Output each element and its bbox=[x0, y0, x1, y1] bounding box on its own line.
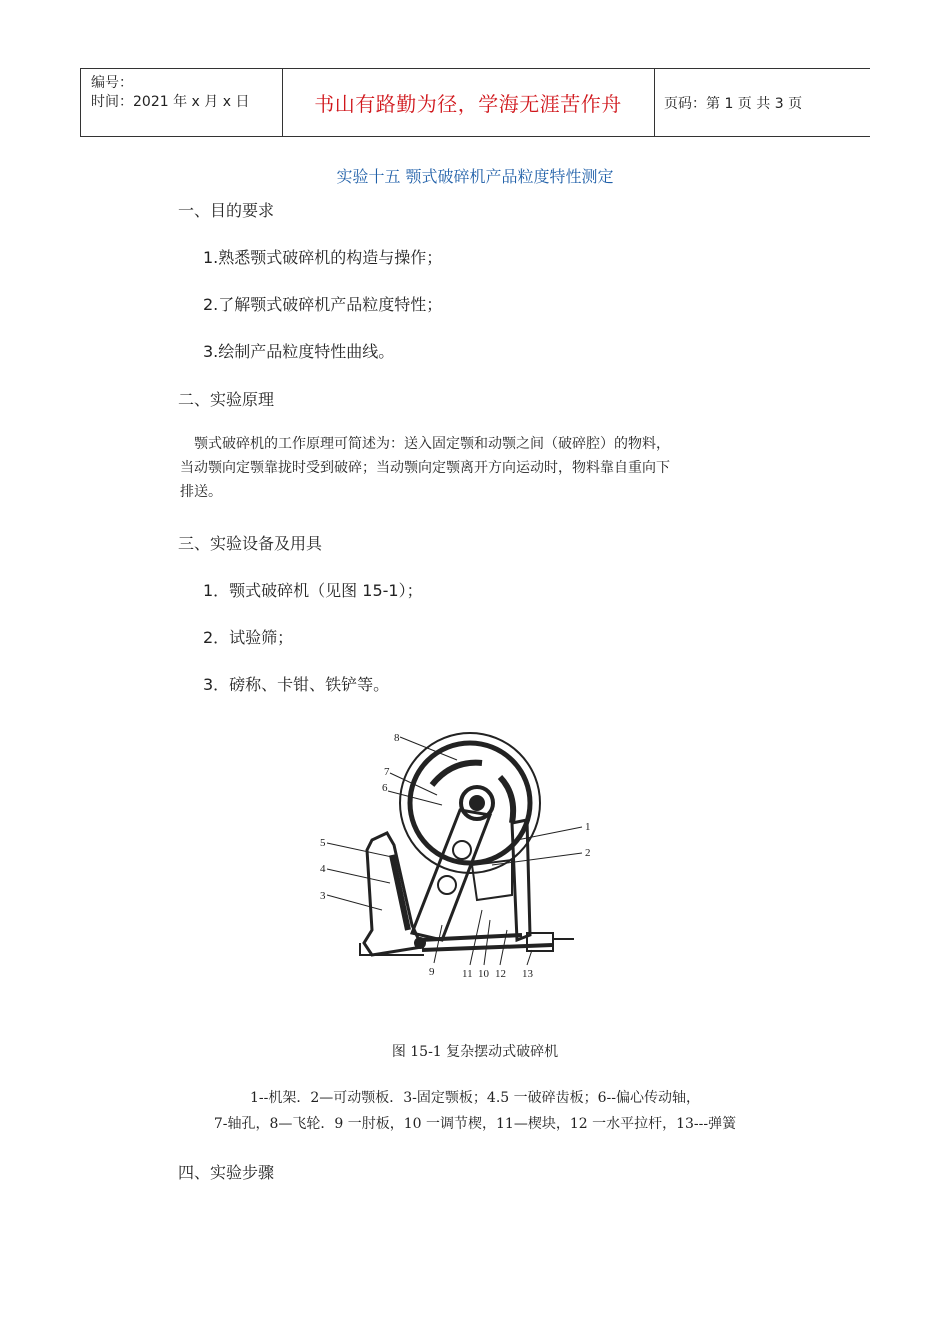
figure-label: 4 bbox=[320, 863, 326, 875]
flywheel-spoke bbox=[500, 777, 513, 823]
figure-label: 2 bbox=[585, 847, 591, 859]
leader-line bbox=[327, 895, 382, 910]
figure-label: 12 bbox=[495, 968, 506, 980]
section-heading-2: 二、实验原理 bbox=[178, 390, 275, 409]
frame-box bbox=[472, 860, 512, 900]
header-page-cell bbox=[655, 69, 870, 136]
section-heading-4: 四、实验步骤 bbox=[178, 1163, 275, 1182]
jaw-crusher-diagram bbox=[312, 715, 634, 993]
jaw-crusher-figure bbox=[312, 715, 634, 993]
document-title: 实验十五 颚式破碎机产品粒度特性测定 bbox=[336, 167, 614, 186]
figure-label: 5 bbox=[320, 837, 326, 849]
figure-caption: 图 15-1 复杂摆动式破碎机 bbox=[391, 1044, 559, 1060]
section-heading-1: 一、目的要求 bbox=[178, 201, 275, 220]
figure-label: 13 bbox=[522, 968, 533, 980]
moving-jaw bbox=[412, 810, 490, 940]
leader-line bbox=[492, 853, 582, 865]
number-label: 编号： bbox=[91, 75, 133, 91]
jaw-hole bbox=[438, 876, 456, 894]
toggle-plate bbox=[420, 935, 522, 940]
leader-line bbox=[527, 950, 532, 965]
list-item: 1．颚式破碎机（见图 15-1）； bbox=[203, 581, 423, 600]
list-item: 2.了解颚式破碎机产品粒度特性； bbox=[203, 295, 443, 314]
leader-line bbox=[327, 843, 392, 857]
list-item: 3.绘制产品粒度特性曲线。 bbox=[203, 342, 395, 361]
figure-legend-line: 7-轴孔，8—飞轮．9 一肘板，10 一调节楔，11—楔块，12 一水平拉杆，13---弹簧 bbox=[213, 1116, 737, 1132]
leader-line bbox=[484, 920, 490, 965]
header-meta-cell bbox=[80, 69, 283, 136]
figure-label: 7 bbox=[384, 766, 390, 778]
figure-label: 8 bbox=[394, 732, 400, 744]
paragraph-line: 当动颚向定颚靠拢时受到破碎；当动颚向定颚离开方向运动时，物料靠自重向下 bbox=[180, 460, 670, 476]
paragraph-line: 排送。 bbox=[180, 484, 222, 500]
figure-label: 10 bbox=[478, 968, 489, 980]
toggle-pin bbox=[415, 938, 425, 948]
leader-line bbox=[327, 869, 390, 883]
section-heading-3: 三、实验设备及用具 bbox=[178, 534, 323, 553]
list-item: 2．试验筛； bbox=[203, 628, 294, 647]
figure-label: 9 bbox=[429, 966, 435, 978]
flywheel-spoke bbox=[432, 763, 482, 785]
figure-label: 3 bbox=[320, 890, 326, 902]
figure-label: 1 bbox=[585, 821, 591, 833]
time-label: 时间：2021 年 x 月 x 日 bbox=[91, 94, 250, 110]
leader-line bbox=[434, 925, 442, 963]
frame-left bbox=[364, 833, 422, 955]
figure-legend-line: 1--机架．2—可动颚板．3-固定颚板；4.5 一破碎齿板；6--偏心传动轴， bbox=[250, 1090, 700, 1106]
principle-paragraph bbox=[180, 432, 780, 504]
list-item: 3．磅称、卡钳、铁铲等。 bbox=[203, 675, 390, 694]
header-motto-cell bbox=[282, 69, 655, 136]
header-table bbox=[80, 68, 870, 137]
motto: 书山有路勤为径，学海无涯苦作舟 bbox=[314, 92, 622, 116]
list-item: 1.熟悉颚式破碎机的构造与操作； bbox=[203, 248, 443, 267]
figure-label: 6 bbox=[382, 782, 388, 794]
shaft-hole bbox=[470, 796, 484, 810]
page-label: 页码：第 1 页 共 3 页 bbox=[664, 95, 803, 112]
figure-label: 11 bbox=[462, 968, 473, 980]
jaw-hole bbox=[453, 841, 471, 859]
paragraph-line: 颚式破碎机的工作原理可简述为：送入固定颚和动颚之间（破碎腔）的物料， bbox=[194, 436, 670, 452]
